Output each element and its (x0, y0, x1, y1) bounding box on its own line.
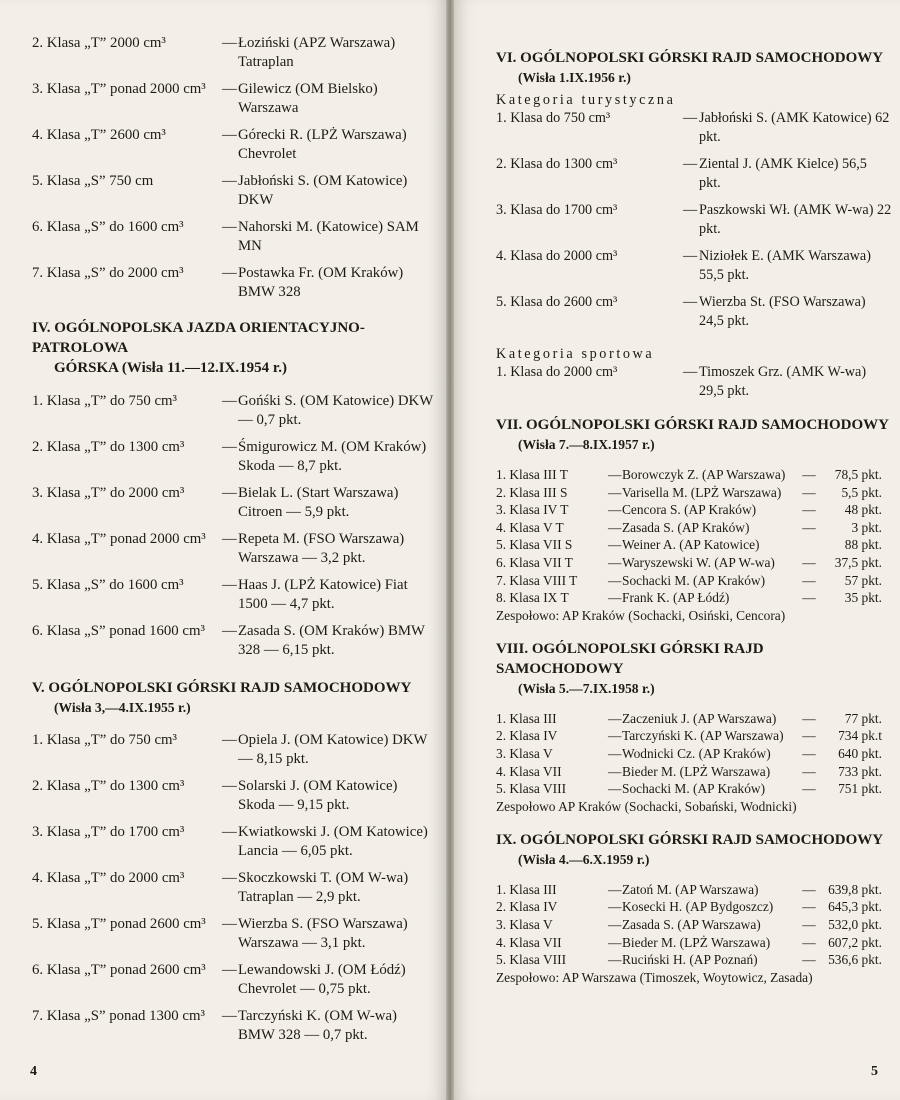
points-cell: 77 pkt. (844, 710, 882, 726)
class-label: 1. Klasa do 750 cm³ (496, 110, 611, 126)
dash-cell: — (802, 710, 816, 726)
book-gutter (446, 0, 454, 1100)
dash: — (222, 778, 237, 794)
points-cell: 734 pk.t (838, 728, 882, 744)
points-cell: 640 pkt. (838, 745, 882, 761)
category-sport: Kategoria sportowa (496, 346, 655, 362)
page-number-left: 4 (30, 1064, 37, 1079)
section-subtitle-viii: (Wisła 5.—7.IX.1958 r.) (518, 680, 655, 696)
result-entry (32, 172, 437, 210)
dash-cell: — (608, 763, 622, 779)
result-entry (32, 576, 437, 614)
result-text: Paszkowski Wł. (AMK W-wa) 22 pkt. (699, 202, 892, 237)
result-block (222, 172, 437, 210)
result-block (683, 155, 892, 193)
dash-cell: — (802, 899, 816, 915)
dash: — (222, 127, 237, 143)
points-cell: 35 pkt. (844, 590, 882, 606)
class-label: 1. Klasa „T” do 750 cm³ (32, 732, 177, 748)
result-text: Tarczyński K. (OM W-wa) BMW 328 — 0,7 pkt. (238, 1008, 397, 1043)
result-entry (496, 363, 892, 401)
driver-cell: Weiner A. (AP Katowice) (622, 537, 760, 553)
result-text: Zasada S. (OM Kraków) BMW 328 — 6,15 pkt. (238, 623, 425, 658)
section-heading-vii (496, 415, 892, 435)
result-block (222, 777, 437, 815)
dash: — (683, 364, 698, 380)
driver-cell: Sochacki M. (AP Kraków) (622, 781, 766, 797)
result-entry (32, 438, 437, 476)
dash-cell: — (608, 881, 622, 897)
result-block (222, 438, 437, 476)
section-subtitle-ix: (Wisła 4.—6.X.1959 r.) (518, 851, 650, 867)
class-cell: 2. Klasa IV (496, 899, 558, 915)
result-text: Śmigurowicz M. (OM Kraków) Skoda — 8,7 pkt. (238, 439, 427, 474)
dash-cell: — (802, 484, 816, 500)
results-table-viii (496, 710, 882, 798)
left-page (0, 0, 446, 1100)
result-block (222, 1007, 437, 1045)
class-cell: 3. Klasa IV T (496, 502, 569, 518)
class-cell: 1. Klasa III T (496, 467, 568, 482)
dash: — (683, 248, 698, 264)
result-text: Gilewicz (OM Bielsko) Warszawa (238, 81, 378, 116)
driver-cell: Borowczyk Z. (AP Warszawa) (622, 467, 786, 482)
result-entry (496, 109, 892, 147)
points-cell: 733 pkt. (838, 763, 882, 779)
points-cell: 57 pkt. (844, 572, 882, 588)
section-heading-iv (32, 318, 437, 378)
result-text: Solarski J. (OM Katowice) Skoda — 9,15 pkt. (238, 778, 398, 813)
dash-cell (799, 536, 819, 554)
team-result-viii: Zespołowo AP Kraków (Sochacki, Sobański, Wodnicki) (496, 798, 797, 814)
dash-cell: — (608, 537, 622, 553)
dash: — (683, 294, 698, 310)
class-cell: 7. Klasa VIII T (496, 572, 578, 588)
dash-cell: — (802, 763, 816, 779)
class-label: 3. Klasa do 1700 cm³ (496, 202, 618, 218)
class-label: 2. Klasa do 1300 cm³ (496, 156, 618, 172)
driver-cell: Zatoń M. (AP Warszawa) (622, 881, 759, 897)
result-text: Timoszek Grz. (AMK W-wa) 29,5 pkt. (699, 364, 867, 399)
result-text: Skoczkowski T. (OM W-wa) Tatraplan — 2,9 pkt. (238, 870, 409, 905)
category-tourist: Kategoria turystyczna (496, 92, 676, 108)
dash-cell: — (608, 728, 622, 744)
dash-cell: — (608, 781, 622, 797)
class-label: 3. Klasa „T” do 2000 cm³ (32, 485, 185, 501)
result-text: Haas J. (LPŻ Katowice) Fiat 1500 — 4,7 pkt. (238, 577, 408, 612)
result-block (222, 622, 437, 660)
dash: — (222, 1008, 237, 1024)
result-entry (32, 961, 437, 999)
result-text: Bielak L. (Start Warszawa) Citroen — 5,9 pkt. (238, 485, 399, 520)
result-text: Gońśki S. (OM Katowice) DKW — 0,7 pkt. (238, 393, 433, 428)
class-label: 5. Klasa „S” do 1600 cm³ (32, 577, 184, 593)
result-entry (32, 218, 437, 256)
result-block (683, 293, 892, 331)
result-block (222, 530, 437, 568)
section-title-iv: IV. OGÓLNOPOLSKA JAZDA ORIENTACYJNO-PATROLOWA (32, 320, 365, 356)
section-title-ix: IX. OGÓLNOPOLSKI GÓRSKI RAJD SAMOCHODOWY (496, 831, 884, 848)
table-row (496, 554, 882, 572)
dash: — (222, 577, 237, 593)
class-label: 2. Klasa „T” 2000 cm³ (32, 35, 166, 51)
section-title-v: V. OGÓLNOPOLSKI GÓRSKI RAJD SAMOCHODOWY (32, 680, 412, 696)
table-row (496, 780, 882, 798)
class-label: 3. Klasa „T” ponad 2000 cm³ (32, 81, 206, 97)
result-block (222, 915, 437, 953)
dash: — (222, 393, 237, 409)
right-page (454, 0, 900, 1100)
left-column (32, 34, 437, 1053)
class-label: 4. Klasa do 2000 cm³ (496, 248, 618, 264)
dash: — (222, 732, 237, 748)
class-cell: 8. Klasa IX T (496, 590, 569, 606)
table-row (496, 916, 882, 934)
result-block (222, 392, 437, 430)
driver-cell: Kosecki H. (AP Bydgoszcz) (622, 899, 774, 915)
class-label: 5. Klasa do 2600 cm³ (496, 294, 618, 310)
dash: — (222, 824, 237, 840)
results-list-top (32, 34, 437, 302)
class-cell: 1. Klasa III (496, 710, 557, 726)
dash: — (222, 35, 237, 51)
result-block (222, 961, 437, 999)
result-block (222, 218, 437, 256)
dash-cell: — (608, 916, 622, 932)
results-list-vi-sport (496, 363, 892, 401)
dash-cell: — (802, 467, 816, 482)
section-title-vii: VII. OGÓLNOPOLSKI GÓRSKI RAJD SAMOCHODOWY (496, 417, 889, 433)
points-cell: 639,8 pkt. (828, 881, 882, 897)
points-cell: 88 pkt. (844, 537, 882, 553)
result-block (683, 247, 892, 285)
class-cell: 3. Klasa V (496, 916, 553, 932)
dash-cell: — (608, 934, 622, 950)
result-entry (32, 484, 437, 522)
class-label: 2. Klasa „T” do 1300 cm³ (32, 778, 185, 794)
driver-cell: Sochacki M. (AP Kraków) (622, 572, 766, 588)
class-label: 5. Klasa „T” ponad 2600 cm³ (32, 916, 206, 932)
result-entry (32, 823, 437, 861)
dash-cell: — (802, 745, 816, 761)
result-entry (32, 869, 437, 907)
result-text: Repeta M. (FSO Warszawa) Warszawa — 3,2 pkt. (238, 531, 405, 566)
table-row (496, 589, 882, 607)
result-entry (496, 293, 892, 331)
dash-cell: — (802, 502, 816, 518)
result-text: Jabłoński S. (OM Katowice) DKW (238, 173, 408, 208)
class-label: 1. Klasa „T” do 750 cm³ (32, 393, 177, 409)
class-label: 7. Klasa „S” ponad 1300 cm³ (32, 1008, 205, 1024)
class-label: 3. Klasa „T” do 1700 cm³ (32, 824, 185, 840)
result-text: Postawka Fr. (OM Kraków) BMW 328 (238, 265, 404, 300)
table-row (496, 763, 882, 781)
table-row (496, 934, 882, 952)
class-cell: 5. Klasa VIII (496, 781, 567, 797)
result-block (222, 823, 437, 861)
dash-cell: — (802, 881, 816, 897)
result-text: Nahorski M. (Katowice) SAM MN (238, 219, 419, 254)
section-heading-viii (496, 639, 892, 679)
result-entry (32, 731, 437, 769)
class-label: 7. Klasa „S” do 2000 cm³ (32, 265, 184, 281)
result-entry (496, 155, 892, 193)
class-cell: 5. Klasa VIII (496, 952, 567, 968)
results-list-vi-tourist (496, 109, 892, 331)
dash: — (222, 173, 237, 189)
result-entry (32, 1007, 437, 1045)
driver-cell: Tarczyński K. (AP Warszawa) (622, 728, 784, 744)
result-block (222, 484, 437, 522)
results-table-ix (496, 881, 882, 969)
results-list-iv (32, 392, 437, 660)
result-entry (32, 392, 437, 430)
result-block (222, 264, 437, 302)
dash-cell: — (802, 554, 816, 570)
dash-cell: — (608, 952, 622, 968)
points-cell: 645,3 pkt. (828, 899, 882, 915)
dash-cell: — (802, 934, 816, 950)
table-row (496, 484, 882, 502)
points-cell: 3 pkt. (851, 519, 882, 535)
class-cell: 4. Klasa VII (496, 763, 562, 779)
result-text: Lewandowski J. (OM Łódź) Chevrolet — 0,75 pkt. (238, 962, 406, 997)
dash-cell: — (608, 899, 622, 915)
result-text: Kwiatkowski J. (OM Katowice) Lancia — 6,05 pkt. (238, 824, 428, 859)
class-cell: 2. Klasa IV (496, 728, 558, 744)
points-cell: 5,5 pkt. (841, 484, 882, 500)
driver-cell: Waryszewski W. (AP W-wa) (622, 554, 775, 570)
results-table-vii (496, 466, 882, 607)
section-title-viii: VIII. OGÓLNOPOLSKI GÓRSKI RAJD SAMOCHODOWY (496, 640, 764, 677)
result-entry (32, 777, 437, 815)
driver-cell: Zasada S. (AP Kraków) (622, 519, 750, 535)
driver-cell: Wodnicki Cz. (AP Kraków) (622, 745, 771, 761)
result-block (222, 34, 437, 72)
result-block (683, 109, 892, 147)
dash: — (222, 916, 237, 932)
result-text: Łoziński (APZ Warszawa) Tatraplan (238, 35, 396, 70)
dash-cell: — (802, 590, 816, 606)
result-entry (496, 201, 892, 239)
dash-cell: — (802, 728, 816, 744)
team-result-ix: Zespołowo: AP Warszawa (Timoszek, Woytowicz, Zasada) (496, 969, 813, 985)
result-text: Ziental J. (AMK Kielce) 56,5 pkt. (699, 156, 867, 191)
class-label: 4. Klasa „T” ponad 2000 cm³ (32, 531, 206, 547)
points-cell: 48 pkt. (844, 502, 882, 518)
driver-cell: Varisella M. (LPŻ Warszawa) (622, 484, 782, 500)
class-label: 6. Klasa „S” do 1600 cm³ (32, 219, 184, 235)
dash: — (222, 439, 237, 455)
result-entry (32, 80, 437, 118)
points-cell: 607,2 pkt. (828, 934, 882, 950)
page-number-right: 5 (871, 1064, 878, 1079)
results-list-v (32, 731, 437, 1045)
driver-cell: Frank K. (AP Łódź) (622, 590, 730, 606)
driver-cell: Bieder M. (LPŻ Warszawa) (622, 934, 771, 950)
dash: — (222, 623, 237, 639)
result-entry (32, 530, 437, 568)
driver-cell: Zasada S. (AP Warszawa) (622, 916, 761, 932)
result-text: Górecki R. (LPŻ Warszawa) Chevrolet (238, 127, 407, 162)
points-cell: 532,0 pkt. (828, 916, 882, 932)
dash: — (683, 202, 698, 218)
table-row (496, 572, 882, 590)
class-cell: 1. Klasa III (496, 881, 557, 897)
class-label: 1. Klasa do 2000 cm³ (496, 364, 618, 380)
dash-cell: — (608, 467, 622, 482)
section-subtitle-vi: (Wisła 1.IX.1956 r.) (518, 70, 631, 85)
table-row (496, 466, 882, 484)
section-subtitle-v: (Wisła 3,—4.IX.1955 r.) (54, 700, 191, 715)
result-text: Wierzba St. (FSO Warszawa) 24,5 pkt. (699, 294, 866, 329)
section-heading-vi (496, 48, 892, 68)
table-row (496, 881, 882, 899)
points-cell: 37,5 pkt. (834, 554, 882, 570)
section-subtitle-vii: (Wisła 7.—8.IX.1957 r.) (518, 437, 655, 452)
class-label: 5. Klasa „S” 750 cm (32, 173, 154, 189)
result-block (222, 80, 437, 118)
section-heading-ix (496, 830, 892, 850)
dash-cell: — (802, 781, 816, 797)
result-text: Wierzba S. (FSO Warszawa) Warszawa — 3,1 pkt. (238, 916, 408, 951)
dash: — (222, 81, 237, 97)
class-cell: 6. Klasa VII T (496, 554, 573, 570)
table-row (496, 745, 882, 763)
dash: — (683, 110, 698, 126)
table-row (496, 727, 882, 745)
table-row (496, 536, 882, 554)
result-block (222, 126, 437, 164)
class-cell: 5. Klasa VII S (496, 537, 573, 553)
right-column (496, 44, 892, 1001)
result-block (222, 576, 437, 614)
driver-cell: Cencora S. (AP Kraków) (622, 502, 757, 518)
class-cell: 3. Klasa V (496, 745, 553, 761)
points-cell: 751 pkt. (838, 781, 882, 797)
dash-cell: — (608, 484, 622, 500)
section-heading-v (32, 678, 437, 698)
class-label: 4. Klasa „T” do 2000 cm³ (32, 870, 185, 886)
result-entry (496, 247, 892, 285)
class-cell: 2. Klasa III S (496, 484, 568, 500)
class-cell: 4. Klasa VII (496, 934, 562, 950)
dash-cell: — (608, 710, 622, 726)
dash-cell: — (802, 952, 816, 968)
dash: — (222, 870, 237, 886)
class-label: 6. Klasa „S” ponad 1600 cm³ (32, 623, 205, 639)
table-row (496, 951, 882, 969)
dash: — (222, 485, 237, 501)
result-entry (32, 622, 437, 660)
class-label: 2. Klasa „T” do 1300 cm³ (32, 439, 185, 455)
class-cell: 4. Klasa V T (496, 519, 564, 535)
result-entry (32, 264, 437, 302)
section-title-vi: VI. OGÓLNOPOLSKI GÓRSKI RAJD SAMOCHODOWY (496, 50, 884, 66)
dash: — (222, 531, 237, 547)
dash: — (683, 156, 698, 172)
result-block (222, 731, 437, 769)
team-result-vii: Zespołowo: AP Kraków (Sochacki, Osiński, Cencora) (496, 607, 786, 623)
dash-cell: — (608, 745, 622, 761)
class-label: 4. Klasa „T” 2600 cm³ (32, 127, 166, 143)
dash-cell: — (802, 572, 816, 588)
points-cell: 78,5 pkt. (834, 467, 882, 482)
dash-cell: — (608, 502, 622, 518)
table-row (496, 710, 882, 728)
dash: — (222, 219, 237, 235)
result-entry (32, 126, 437, 164)
driver-cell: Bieder M. (LPŻ Warszawa) (622, 763, 771, 779)
dash-cell: — (608, 590, 622, 606)
driver-cell: Ruciński H. (AP Poznań) (622, 952, 758, 968)
table-row (496, 898, 882, 916)
dash-cell: — (608, 554, 622, 570)
driver-cell: Zaczeniuk J. (AP Warszawa) (622, 710, 777, 726)
result-text: Jabłoński S. (AMK Katowice) 62 pkt. (699, 110, 890, 145)
dash: — (222, 962, 237, 978)
dash-cell: — (802, 916, 816, 932)
dash-cell: — (802, 519, 816, 535)
result-entry (32, 915, 437, 953)
result-block (222, 869, 437, 907)
table-row (496, 501, 882, 519)
result-block (683, 201, 892, 239)
dash-cell: — (608, 572, 622, 588)
class-label: 6. Klasa „T” ponad 2600 cm³ (32, 962, 206, 978)
dash-cell: — (608, 519, 622, 535)
result-text: Opiela J. (OM Katowice) DKW — 8,15 pkt. (238, 732, 428, 767)
points-cell: 536,6 pkt. (828, 952, 882, 968)
dash: — (222, 265, 237, 281)
table-row (496, 519, 882, 537)
section-subtitle-iv: GÓRSKA (Wisła 11.—12.IX.1954 r.) (54, 360, 287, 376)
result-block (683, 363, 892, 401)
result-text: Niziołek E. (AMK Warszawa) 55,5 pkt. (699, 248, 871, 283)
result-entry (32, 34, 437, 72)
